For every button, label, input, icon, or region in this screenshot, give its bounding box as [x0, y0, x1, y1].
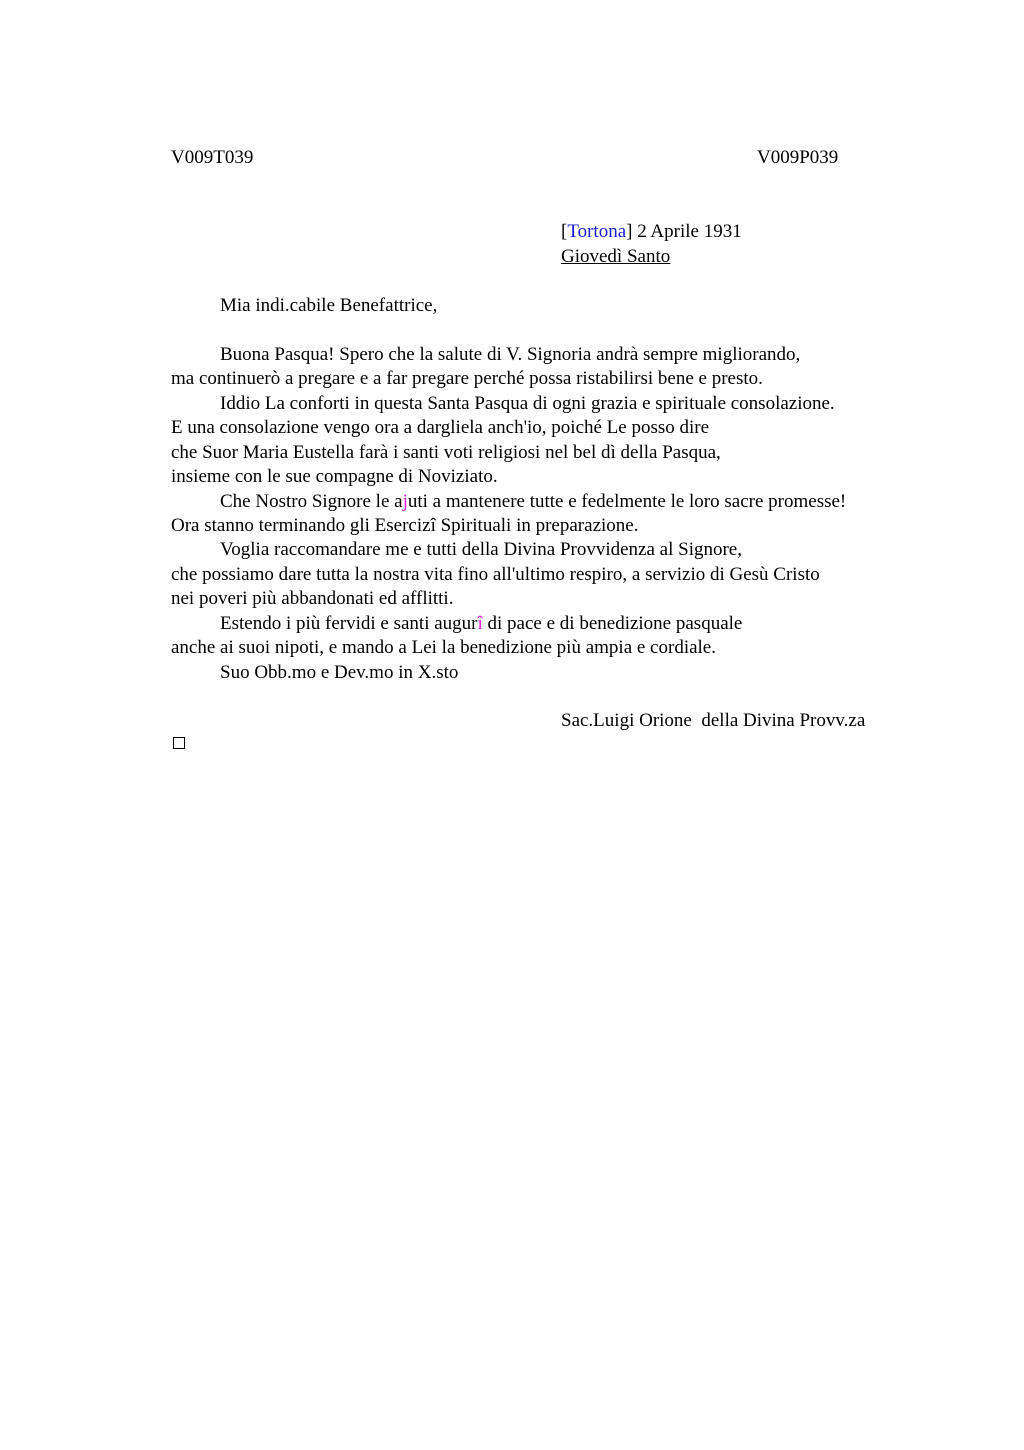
- body-line: insieme con le sue compagne di Noviziato.: [171, 466, 498, 487]
- highlighted-letter: j: [402, 491, 408, 512]
- text-run: Spirituali in preparazione.: [435, 515, 639, 536]
- body-line: che possiamo dare tutta la nostra vita fino all'ultimo respiro, a servizio di Gesù Cristo: [171, 564, 820, 585]
- body-line: nei poveri più abbandonati ed afflitti.: [171, 588, 454, 609]
- body-line: Buona Pasqua! Spero che la salute di V. Signoria andrà sempre migliorando,: [220, 344, 801, 365]
- body-line: Iddio La conforti in questa Santa Pasqua di ogni grazia e spirituale consolazione.: [220, 393, 835, 414]
- text-run: Estendo i più fervidi e santi augur: [220, 613, 478, 634]
- salutation: Mia indi.cabile Benefattrice,: [220, 295, 438, 316]
- bracket-close: ]: [626, 221, 633, 242]
- text-run: di pace e di benedizione pasquale: [482, 613, 743, 634]
- checkbox-icon: [173, 737, 185, 749]
- bracket-open: [: [561, 221, 568, 242]
- document-code-left: V009T039: [171, 147, 254, 168]
- highlighted-letter: î: [477, 613, 483, 634]
- body-line: anche ai suoi nipoti, e mando a Lei la benedizione più ampia e cordiale.: [171, 637, 716, 658]
- text-run: Che Nostro Signore le a: [220, 491, 403, 512]
- closing-line: Suo Obb.mo e Dev.mo in X.sto: [220, 662, 459, 683]
- body-line: E una consolazione vengo ora a dargliela anch'io, poiché Le posso dire: [171, 417, 710, 438]
- place-name: Tortona: [567, 221, 627, 242]
- body-line: [220, 612, 742, 636]
- signature: Sac.Luigi Orione della Divina Provv.za: [561, 710, 866, 731]
- body-line: Voglia raccomandare me e tutti della Divina Provvidenza al Signore,: [220, 539, 742, 560]
- liturgical-day: Giovedì Santo: [561, 246, 671, 267]
- dateline: [561, 220, 742, 244]
- text-run: Ora stanno terminando gli Esercizî: [171, 515, 436, 536]
- body-line: che Suor Maria Eustella farà i santi voti religiosi nel bel dì della Pasqua,: [171, 442, 721, 463]
- date-text: 2 Aprile 1931: [632, 221, 742, 242]
- document-code-right: V009P039: [757, 147, 839, 168]
- body-line: [220, 490, 846, 514]
- body-line: [171, 514, 638, 538]
- body-line: ma continuerò a pregare e a far pregare perché possa ristabilirsi bene e presto.: [171, 368, 763, 389]
- text-run: uti a mantenere tutte e fedelmente le loro sacre promesse!: [407, 491, 847, 512]
